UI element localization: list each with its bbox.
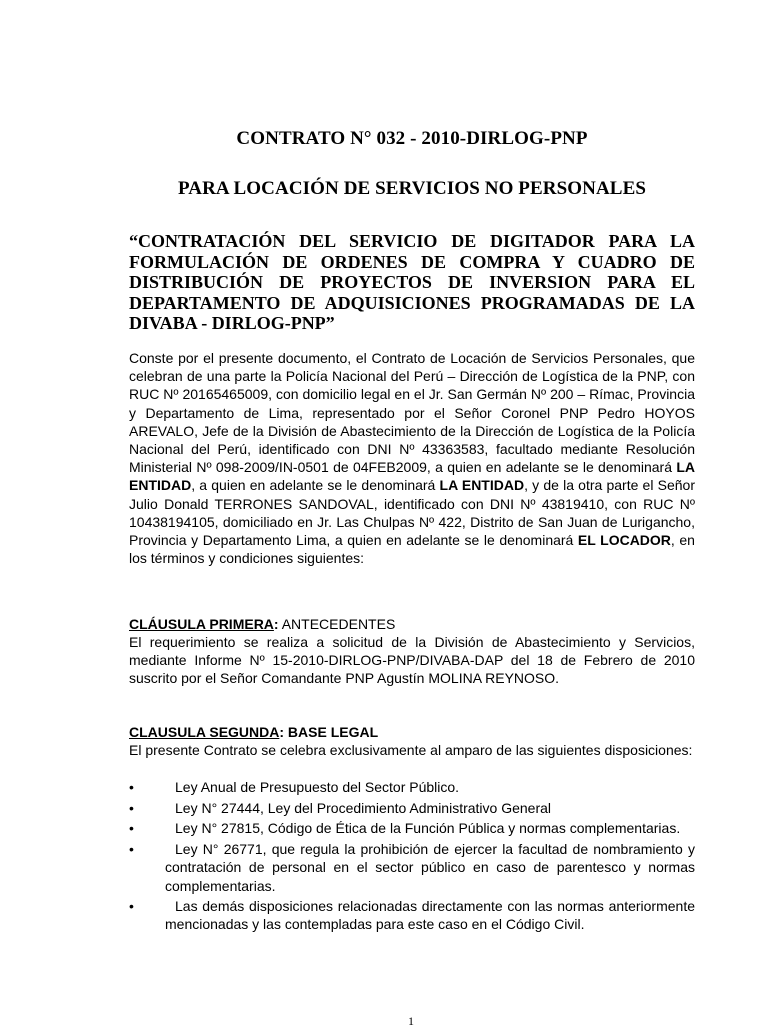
list-item: [129, 840, 695, 895]
clause-1-heading: [129, 615, 395, 633]
list-item-text: Las demás disposiciones relacionadas directamente con las normas anteriormente mencionadas y las contempladas para este caso en el Código Civil.: [165, 898, 695, 933]
clause-2-body: El presente Contrato se celebra exclusivamente al amparo de las siguientes disposiciones:: [129, 742, 693, 758]
clause-2-label: CLAUSULA SEGUNDA: [129, 724, 280, 740]
page-number: 1: [408, 1014, 414, 1028]
intro-bold-locador: EL LOCADOR: [577, 532, 671, 549]
list-item: [129, 819, 695, 837]
intro-text-2: , a quien en adelante se le denominará: [191, 477, 440, 494]
clause-2-title: BASE LEGAL: [284, 724, 379, 740]
intro-bold-entity-2: LA ENTIDAD: [439, 477, 525, 494]
bullet-icon: •: [129, 841, 134, 858]
intro-text-4: , en los términos y condiciones siguientes:: [129, 532, 695, 567]
legal-basis-list: [129, 778, 695, 936]
intro-text-3: , y de la otra parte el Señor Julio Donald TERRONES SANDOVAL, identificado con DNI Nº 43819410, con RUC Nº 10438194105, domiciliado en Jr. Las Chulpas Nº 422, Distrito de San Juan de Lurigancho, Provincia y Departamento Lima, a quien en adelante se le denominará: [129, 477, 695, 549]
list-item-text: Ley N° 27815, Código de Ética de la Función Pública y normas complementarias.: [175, 820, 681, 837]
intro-bold-entity-1: LA ENTIDAD: [129, 459, 695, 494]
clause-2-heading: [129, 723, 378, 741]
list-item: [129, 778, 695, 796]
bullet-icon: •: [129, 898, 134, 915]
list-item-text: Ley N° 26771, que regula la prohibición de ejercer la facultad de nombramiento y contratación de personal en el sector público en caso de parentesco y normas complementarias.: [165, 841, 695, 894]
contract-subtitle: PARA LOCACIÓN DE SERVICIOS NO PERSONALES: [177, 178, 647, 199]
clause-1-colon: :: [273, 616, 279, 632]
list-item: [129, 897, 695, 933]
bullet-icon: •: [129, 799, 134, 816]
bullet-icon: •: [129, 820, 134, 837]
bullet-icon: •: [129, 779, 134, 795]
clause-2-colon: :: [279, 724, 285, 740]
contract-title: CONTRATO N° 032 - 2010-DIRLOG-PNP: [236, 128, 588, 149]
list-item: [129, 799, 695, 817]
clause-1-label: CLÁUSULA PRIMERA: [129, 616, 274, 632]
clause-1-title: ANTECEDENTES: [278, 616, 396, 632]
intro-text-1: Conste por el presente documento, el Contrato de Locación de Servicios Personales, que celebran de una parte la Policía Nacional del Perú – Dirección de Logística de la PNP, con RUC Nº 20165465009, con domicilio legal en el Jr. San Germán Nº 200 – Rímac, Provincia y Departamento de Lima, representado por el Señor Coronel PNP Pedro HOYOS AREVALO, Jefe de la División de Abastecimiento de la Dirección de Logística de la Policía Nacional del Perú, identificado con DNI Nº 43363583, facultado mediante Resolución Ministerial Nº 098-2009/IN-0501 de 04FEB2009, a quien en adelante se le denominará: [129, 350, 695, 476]
list-item-text: Ley Anual de Presupuesto del Sector Público.: [175, 779, 460, 795]
contract-heading: “CONTRATACIÓN DEL SERVICIO DE DIGITADOR PARA LA FORMULACIÓN DE ORDENES DE COMPRA Y CUADRO DE DISTRIBUCIÓN DE PROYECTOS DE INVERSION PARA EL DEPARTAMENTO DE ADQUISICIONES PROGRAMADAS DE LA DIVABA - DIRLOG-PNP”: [129, 231, 695, 333]
intro-paragraph: [129, 349, 695, 567]
list-item-text: Ley N° 27444, Ley del Procedimiento Administrativo General: [175, 799, 552, 816]
clause-1-body: El requerimiento se realiza a solicitud de la División de Abastecimiento y Servicios, mediante Informe Nº 15-2010-DIRLOG-PNP/DIVABA-DAP del 18 de Febrero de 2010 suscrito por el Señor Comandante PNP Agustín MOLINA REYNOSO.: [129, 634, 695, 687]
